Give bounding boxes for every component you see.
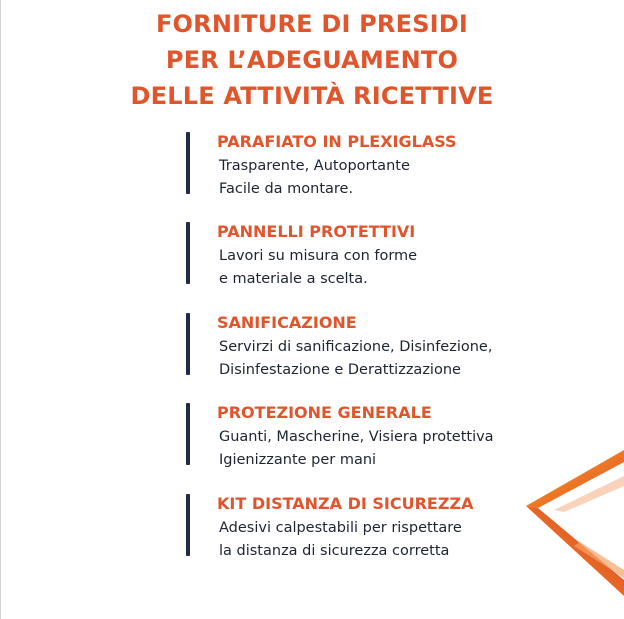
item-title: PROTEZIONE GENERALE <box>217 403 432 422</box>
headline-line-1: FORNITURE DI PRESIDI <box>155 10 469 38</box>
item-sanificazione <box>186 313 606 378</box>
item-description-line: e materiale a scelta. <box>219 271 368 287</box>
item-title: PARAFIATO IN PLEXIGLASS <box>217 132 457 151</box>
item-description-line: Igienizzante per mani <box>219 452 377 468</box>
item-title: SANIFICAZIONE <box>217 313 357 332</box>
item-pannelli <box>186 222 606 287</box>
item-description-line: Facile da montare. <box>219 181 354 197</box>
item-description-line: Trasparente, Autoportante <box>219 158 410 174</box>
item-description <box>219 155 410 201</box>
item-description-line: Lavori su misura con forme <box>219 248 418 264</box>
item-bar <box>186 403 190 465</box>
item-bar <box>186 222 190 284</box>
item-title: PANNELLI PROTETTIVI <box>217 222 416 241</box>
item-title: KIT DISTANZA DI SICUREZZA <box>217 494 474 513</box>
item-description-line: Disinfestazione e Derattizzazione <box>219 362 461 378</box>
headline-line-3: DELLE ATTIVITÀ RICETTIVE <box>130 82 494 110</box>
item-description-line: Servirzi di sanificazione, Disinfezione, <box>219 339 493 355</box>
item-description <box>219 336 492 382</box>
chevron-inner-light-band <box>554 476 624 512</box>
item-description <box>219 245 417 291</box>
orange-chevron-decoration <box>524 450 624 600</box>
item-description-line: Adesivi calpestabili per rispettare <box>219 520 462 536</box>
item-bar <box>186 313 190 375</box>
item-parafiato <box>186 132 606 197</box>
item-description-line: Guanti, Mascherine, Visiera protettiva <box>219 429 494 445</box>
chevron-upper-band <box>526 450 624 508</box>
item-bar <box>186 132 190 194</box>
item-bar <box>186 494 190 556</box>
item-description <box>219 517 462 563</box>
headline-line-2: PER L’ADEGUAMENTO <box>165 46 459 74</box>
item-description-line: la distanza di sicurezza corretta <box>219 543 450 559</box>
headline <box>0 6 624 114</box>
chevron-lower-band <box>526 506 624 596</box>
item-description <box>219 426 494 472</box>
